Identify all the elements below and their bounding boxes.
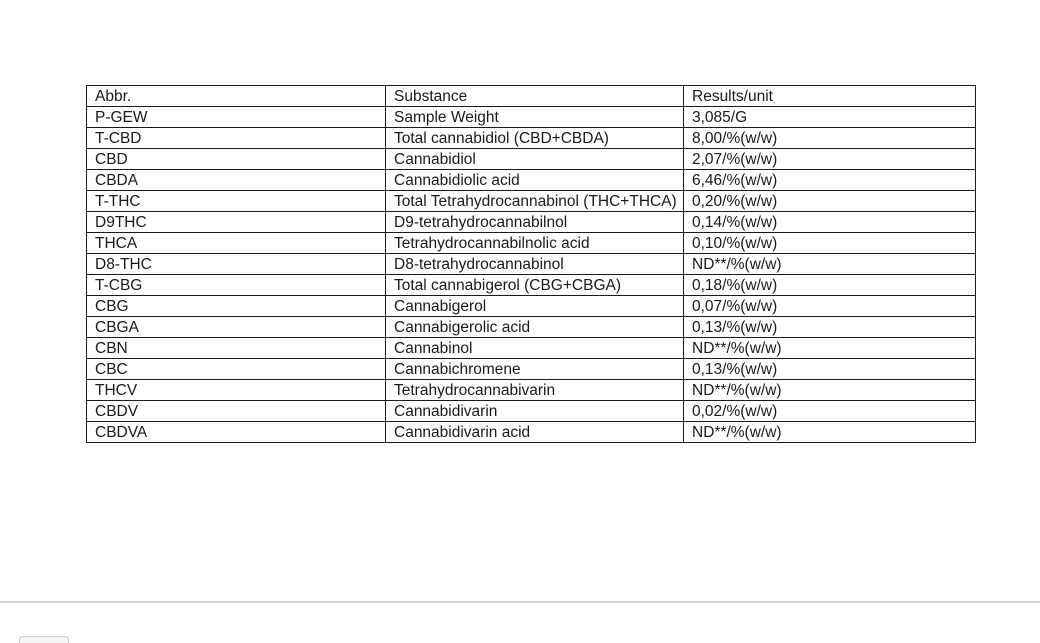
cell-result: ND**/%(w/w) (684, 338, 976, 359)
cell-substance: Tetrahydrocannabivarin (386, 380, 684, 401)
cell-substance: Cannabigerolic acid (386, 317, 684, 338)
cell-abbr: D9THC (87, 212, 386, 233)
cell-result: 0,13/%(w/w) (684, 317, 976, 338)
table-row (87, 170, 976, 191)
cell-substance: D8-tetrahydrocannabinol (386, 254, 684, 275)
cell-abbr: CBN (87, 338, 386, 359)
cell-abbr: D8-THC (87, 254, 386, 275)
cell-abbr: T-THC (87, 191, 386, 212)
cell-abbr: CBDVA (87, 422, 386, 443)
table-row (87, 233, 976, 254)
table-row (87, 191, 976, 212)
cell-abbr: CBC (87, 359, 386, 380)
cell-abbr: THCA (87, 233, 386, 254)
cell-result: 0,07/%(w/w) (684, 296, 976, 317)
cell-result: ND**/%(w/w) (684, 422, 976, 443)
header-abbr: Abbr. (87, 86, 386, 107)
cell-substance: Tetrahydrocannabilnolic acid (386, 233, 684, 254)
cell-result: 3,085/G (684, 107, 976, 128)
cell-abbr: T-CBG (87, 275, 386, 296)
cell-substance: Cannabidiol (386, 149, 684, 170)
cell-substance: Sample Weight (386, 107, 684, 128)
header-result: Results/unit (684, 86, 976, 107)
cell-substance: Cannabigerol (386, 296, 684, 317)
cell-abbr: CBG (87, 296, 386, 317)
cell-abbr: P-GEW (87, 107, 386, 128)
table-row (87, 275, 976, 296)
cell-abbr: CBD (87, 149, 386, 170)
cell-abbr: CBDA (87, 170, 386, 191)
cell-abbr: CBGA (87, 317, 386, 338)
table-row (87, 422, 976, 443)
cell-substance: Cannabinol (386, 338, 684, 359)
cell-substance: Cannabidivarin (386, 401, 684, 422)
cell-result: 0,14/%(w/w) (684, 212, 976, 233)
table-row (87, 380, 976, 401)
cell-substance: Total cannabidiol (CBD+CBDA) (386, 128, 684, 149)
cell-abbr: T-CBD (87, 128, 386, 149)
table-row (87, 128, 976, 149)
cell-result: 0,20/%(w/w) (684, 191, 976, 212)
table-row (87, 401, 976, 422)
table-row (87, 317, 976, 338)
footer-divider (0, 601, 1040, 603)
cell-substance: Cannabidiolic acid (386, 170, 684, 191)
cell-substance: Total Tetrahydrocannabinol (THC+THCA) (386, 191, 684, 212)
table-row (87, 149, 976, 170)
cell-result: ND**/%(w/w) (684, 254, 976, 275)
table-row (87, 212, 976, 233)
cell-result: 0,10/%(w/w) (684, 233, 976, 254)
cell-substance: Total cannabigerol (CBG+CBGA) (386, 275, 684, 296)
results-table (86, 85, 976, 443)
cell-result: 6,46/%(w/w) (684, 170, 976, 191)
cell-abbr: THCV (87, 380, 386, 401)
footer-toolbar-button[interactable] (19, 636, 69, 643)
cell-result: 0,18/%(w/w) (684, 275, 976, 296)
cell-substance: Cannabichromene (386, 359, 684, 380)
table-row (87, 254, 976, 275)
header-substance: Substance (386, 86, 684, 107)
table-row (87, 107, 976, 128)
cell-result: 2,07/%(w/w) (684, 149, 976, 170)
cell-result: 8,00/%(w/w) (684, 128, 976, 149)
table-row (87, 338, 976, 359)
cell-result: 0,02/%(w/w) (684, 401, 976, 422)
results-table-body (87, 86, 976, 443)
cell-result: ND**/%(w/w) (684, 380, 976, 401)
cell-result: 0,13/%(w/w) (684, 359, 976, 380)
cell-abbr: CBDV (87, 401, 386, 422)
table-header-row (87, 86, 976, 107)
cell-substance: Cannabidivarin acid (386, 422, 684, 443)
table-row (87, 359, 976, 380)
table-row (87, 296, 976, 317)
cell-substance: D9-tetrahydrocannabilnol (386, 212, 684, 233)
